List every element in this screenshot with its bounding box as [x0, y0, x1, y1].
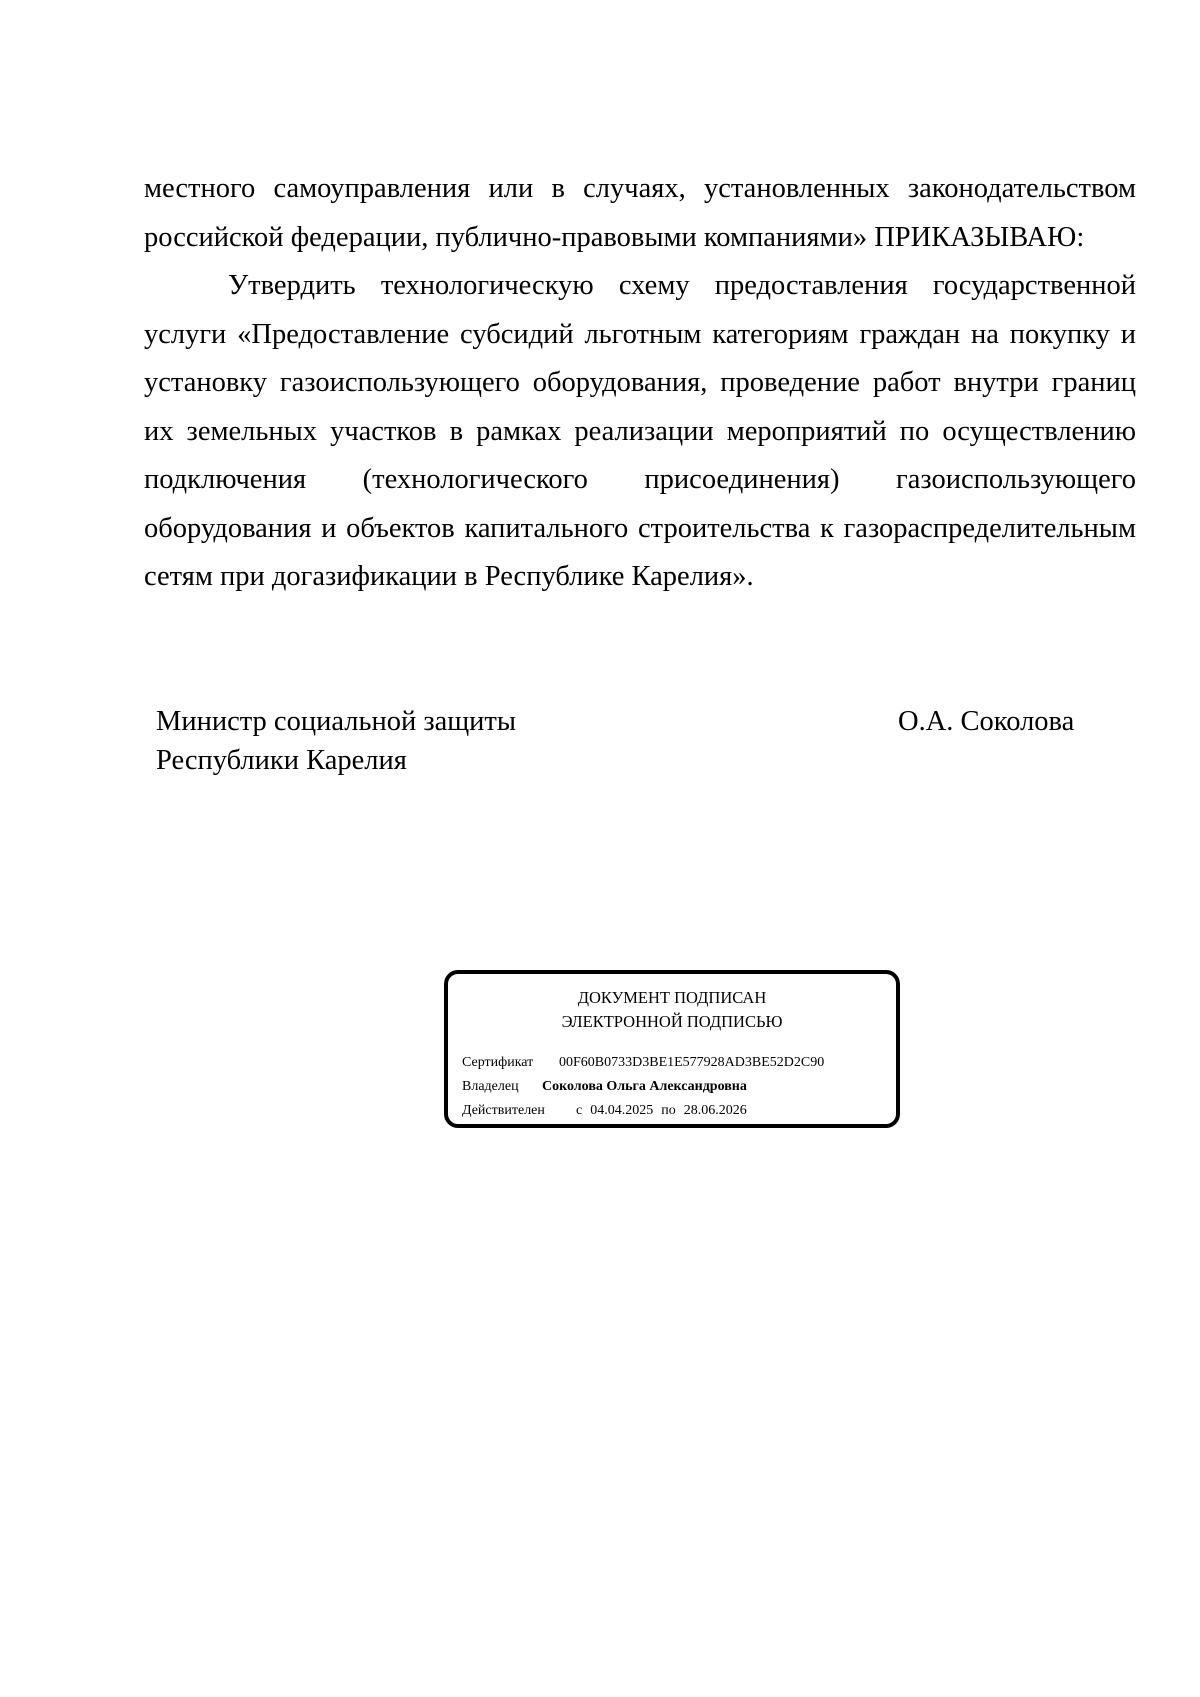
- order-paragraph-approve: Утвердить технологическую схему предоставления государственной услуги «Предоставление субсидий льготным категориям граждан на покупку и установку газоиспользующего оборудования, проведение работ внутри границ их земельных участков в рамках реализации мероприятий по осуществлению подключения (технологического присоединения) газоиспользующего оборудования и объектов капитального строительства к газораспределительным сетям при догазификации в Республике Карелия».: [144, 270, 1136, 592]
- valid-to-date: 28.06.2026: [683, 1103, 747, 1118]
- certificate-label: Сертификат: [462, 1055, 534, 1070]
- stamp-owner-row: [462, 1078, 747, 1096]
- stamp-validity-row: [462, 1102, 747, 1120]
- order-text: [144, 165, 1136, 602]
- stamp-heading: [448, 986, 896, 1034]
- stamp-certificate-row: [462, 1054, 824, 1072]
- stamp-heading-line-2: ЭЛЕКТРОННОЙ ПОДПИСЬЮ: [561, 1012, 783, 1031]
- signatory-position-line-2: Республики Карелия: [156, 745, 407, 776]
- validity-to-prefix: по: [661, 1103, 676, 1118]
- valid-from-date: 04.04.2025: [590, 1103, 654, 1118]
- certificate-value: 00F60B0733D3BE1E577928AD3BE52D2C90: [559, 1055, 825, 1070]
- signatory-name: О.А. Соколова: [898, 706, 1075, 737]
- validity-from-prefix: с: [576, 1103, 583, 1118]
- electronic-signature-stamp: [444, 970, 900, 1128]
- signatory-position-line-1: Министр социальной защиты: [156, 706, 517, 737]
- owner-label: Владелец: [462, 1079, 519, 1094]
- signatory-position: [156, 702, 516, 780]
- stamp-heading-line-1: ДОКУМЕНТ ПОДПИСАН: [577, 988, 767, 1007]
- order-paragraph-preamble: местного самоуправления или в случаях, установленных законодательством российской федерации, публично-правовыми компаниями» ПРИКАЗЫВАЮ:: [144, 173, 1136, 253]
- owner-value: Соколова Ольга Александровна: [542, 1079, 747, 1094]
- validity-label: Действителен: [462, 1103, 545, 1118]
